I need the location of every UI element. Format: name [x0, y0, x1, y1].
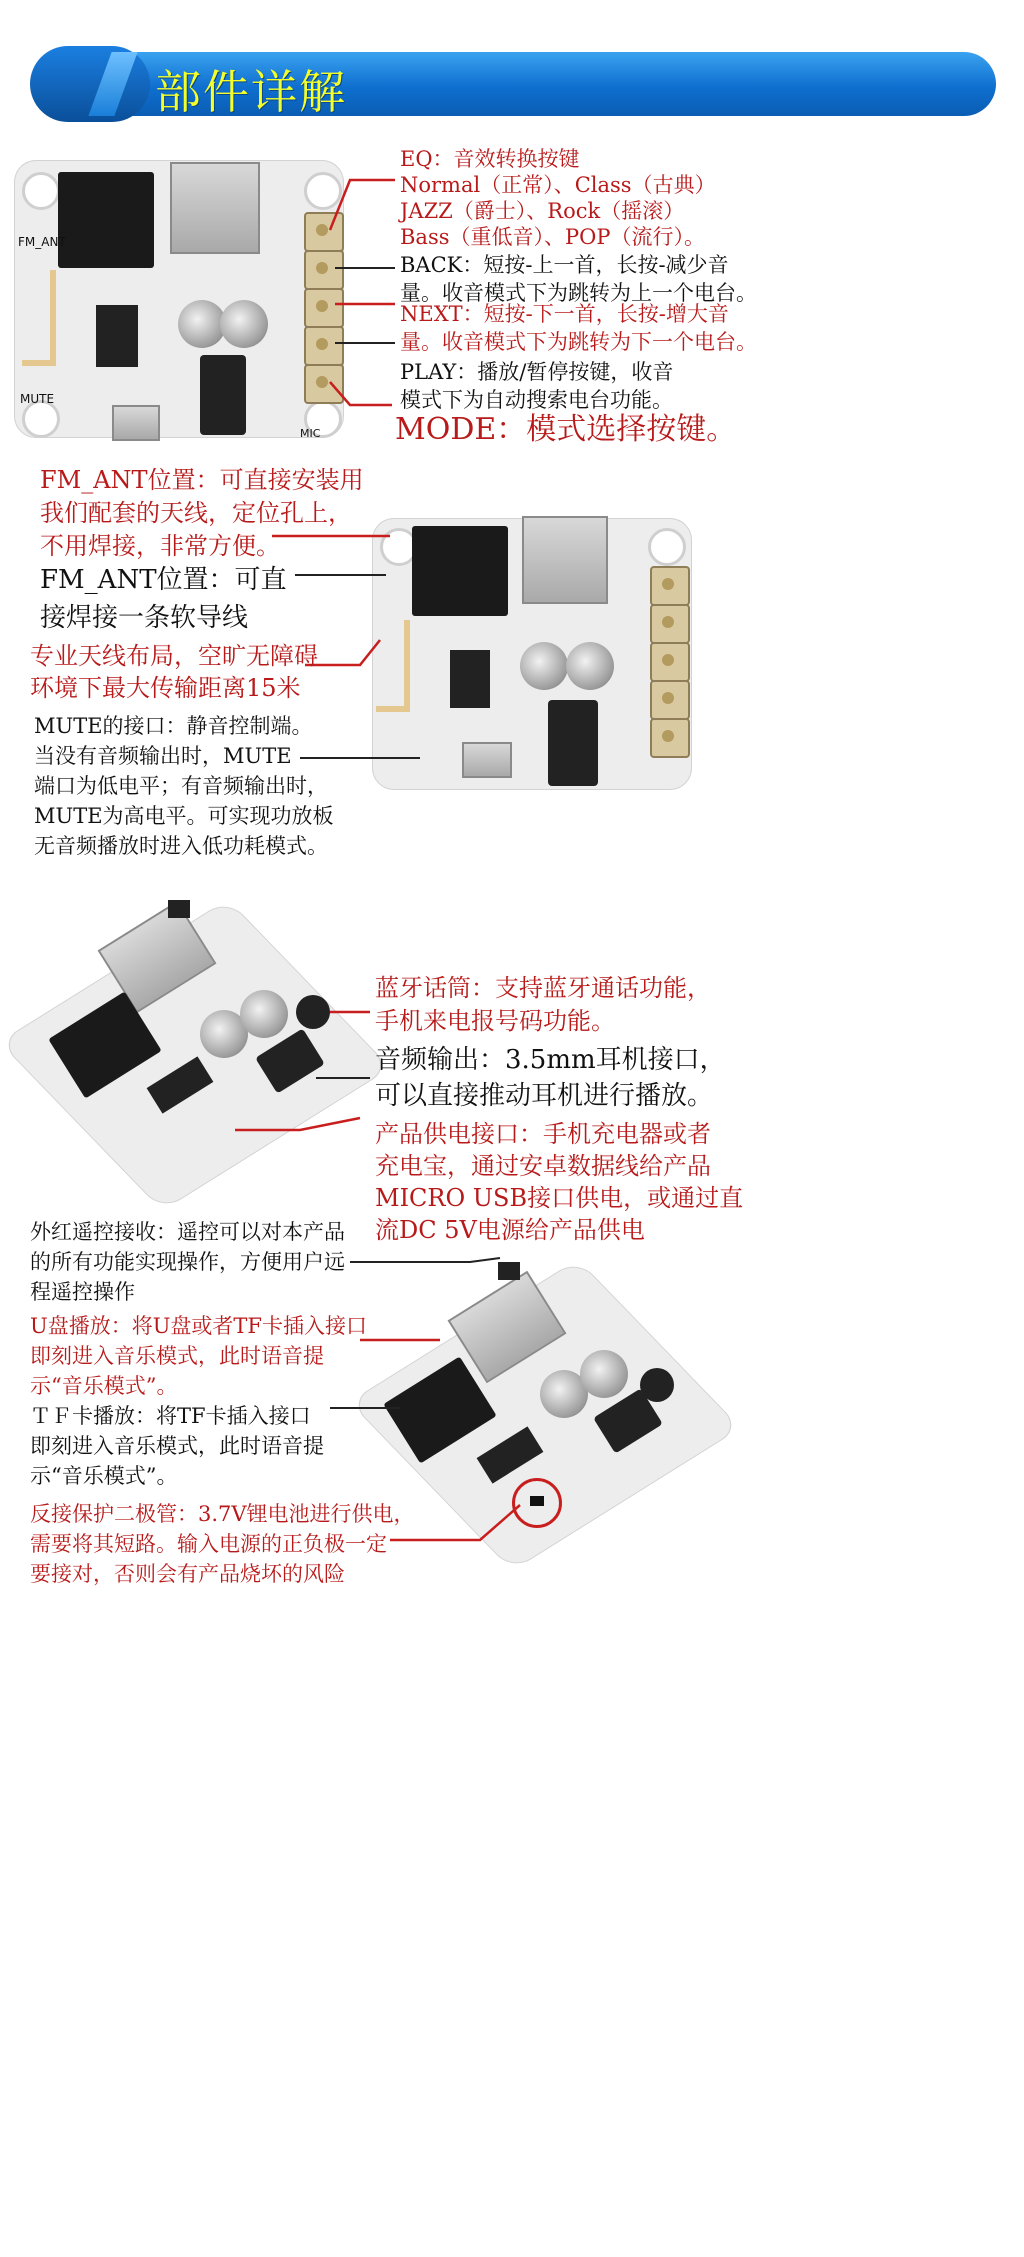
next-line1: NEXT：短按-下一首，长按-增大音 — [400, 302, 729, 326]
play-line2: 模式下为自动搜索电台功能。 — [400, 388, 673, 412]
fm-blk-1: FM_ANT位置：可直 — [40, 565, 287, 595]
ir-line2: 的所有功能实现操作，方便用户远 — [30, 1250, 345, 1274]
page-title: 部件详解 — [155, 65, 347, 119]
mute-line1: MUTE的接口：静音控制端。 — [34, 714, 313, 738]
next-line2: 量。收音模式下为跳转为下一个电台。 — [400, 330, 757, 354]
u-disk-line2: 即刻进入音乐模式，此时语音提 — [30, 1344, 324, 1368]
power-line1: 产品供电接口：手机充电器或者 — [375, 1120, 711, 1148]
u-disk-line3: 示“音乐模式”。 — [30, 1374, 178, 1398]
ir-receiver — [168, 900, 190, 918]
eq-title: EQ：音效转换按键 — [400, 147, 580, 171]
ir-line1: 外红遥控接收：遥控可以对本产品 — [30, 1220, 345, 1244]
diode-line3: 要接对，否则会有产品烧坏的风险 — [30, 1562, 345, 1586]
antenna-line1: 专业天线布局，空旷无障碍 — [30, 642, 318, 670]
ir-line3: 程遥控操作 — [30, 1280, 135, 1304]
back-line2: 量。收音模式下为跳转为上一个电台。 — [400, 281, 757, 305]
eq-line3: JAZZ（爵士）、Rock（摇滚） — [400, 199, 685, 223]
back-line1: BACK：短按-上一首，长按-减少音 — [400, 253, 729, 277]
mute-line3: 端口为低电平；有音频输出时， — [34, 774, 328, 798]
fm-red-3: 不用焊接，非常方便。 — [40, 532, 280, 560]
mute-line5: 无音频播放时进入低功耗模式。 — [34, 834, 328, 858]
antenna-line2: 环境下最大传输距离15米 — [30, 674, 301, 702]
u-disk-line1: U盘播放：将U盘或者TF卡插入接口 — [30, 1314, 367, 1338]
bt-mic-line1: 蓝牙话筒：支持蓝牙通话功能， — [375, 974, 711, 1002]
mode-label: MODE：模式选择按键。 — [395, 412, 737, 447]
fm-blk-2: 接焊接一条软导线 — [40, 603, 249, 633]
bt-mic-line2: 手机来电报号码功能。 — [375, 1007, 615, 1035]
tf-line1: ＴＦ卡播放：将TF卡插入接口 — [30, 1404, 311, 1428]
mute-line4: MUTE为高电平。可实现功放板 — [34, 804, 334, 828]
fm-red-1: FM_ANT位置：可直接安装用 — [40, 466, 364, 494]
diode-line2: 需要将其短路。输入电源的正负极一定 — [30, 1532, 387, 1556]
tf-line3: 示“音乐模式”。 — [30, 1464, 178, 1488]
tf-line2: 即刻进入音乐模式，此时语音提 — [30, 1434, 324, 1458]
audio-out-line1: 音频输出：3.5mm耳机接口， — [375, 1045, 726, 1075]
power-line2: 充电宝，通过安卓数据线给产品 — [375, 1152, 711, 1180]
eq-line4: Bass（重低音）、POP（流行）。 — [400, 225, 705, 249]
play-line1: PLAY：播放/暂停按键，收音 — [400, 360, 674, 384]
mute-line2: 当没有音频输出时，MUTE — [34, 744, 292, 768]
audio-out-line2: 可以直接推动耳机进行播放。 — [375, 1081, 714, 1111]
diode-line1: 反接保护二极管：3.7V锂电池进行供电， — [30, 1502, 415, 1526]
label-mic: MIC — [300, 427, 321, 440]
power-line3: MICRO USB接口供电，或通过直 — [375, 1184, 744, 1212]
fm-red-2: 我们配套的天线，定位孔上， — [40, 499, 352, 527]
power-line4: 流DC 5V电源给产品供电 — [375, 1216, 645, 1244]
label-fm-ant: FM_ANT — [18, 235, 66, 249]
eq-line2: Normal（正常）、Class（古典） — [400, 173, 716, 197]
label-mute: MUTE — [20, 392, 55, 406]
